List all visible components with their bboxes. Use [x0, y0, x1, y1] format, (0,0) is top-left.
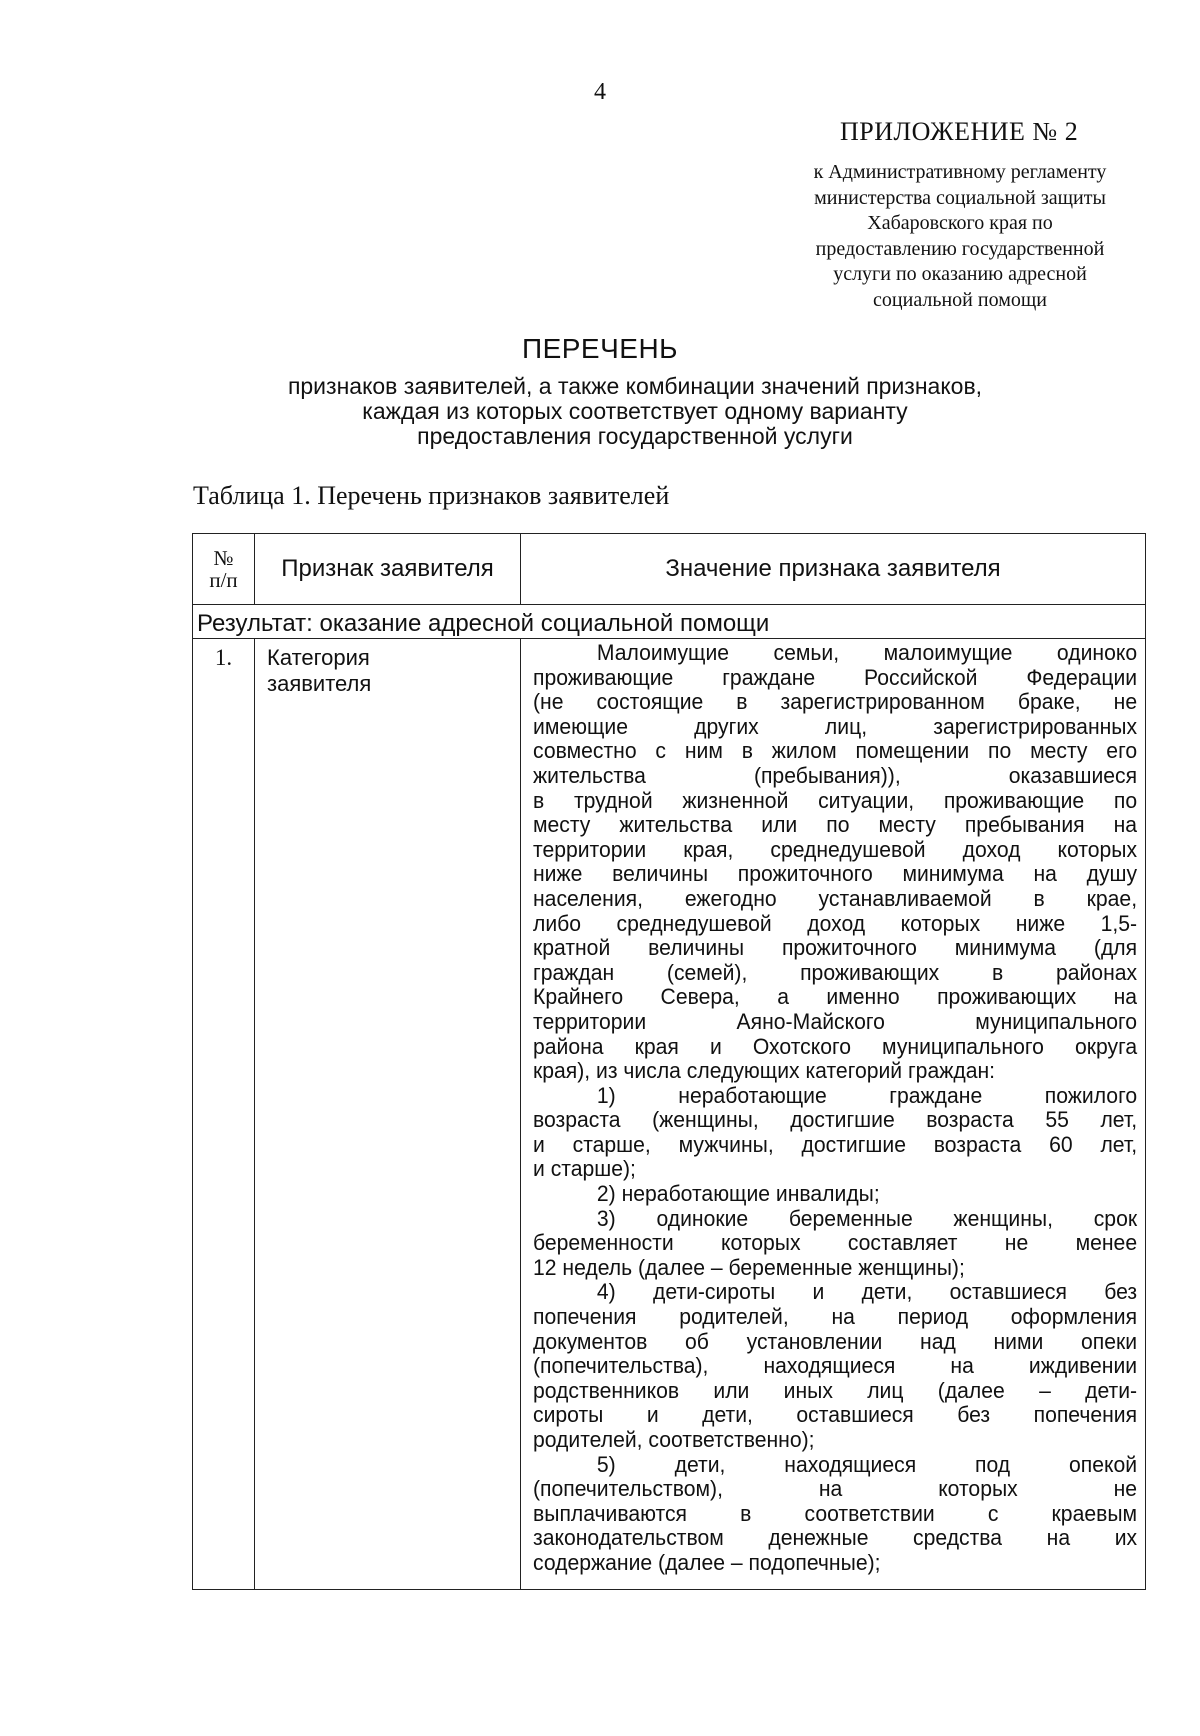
- value-text-line: в трудной жизненной ситуации, проживающие по: [533, 787, 1138, 813]
- value-text-line: (попечительства), находящиеся на иждивении: [533, 1353, 1138, 1379]
- row-value: [521, 639, 1146, 1590]
- value-text-line: и старше);: [533, 1156, 636, 1182]
- value-text-line: документов об установлении над ними опеки: [533, 1328, 1138, 1354]
- value-text-line: территории края, среднедушевой доход которых: [533, 836, 1138, 862]
- list-subtitle-line: предоставления государственной услуги: [417, 423, 853, 449]
- value-text-line: кратной величины прожиточного минимума (для: [533, 935, 1138, 961]
- value-text-line: края), из числа следующих категорий граждан:: [533, 1058, 996, 1084]
- value-text-line: района края и Охотского муниципального округа: [533, 1033, 1138, 1059]
- header-number-line: №: [213, 546, 234, 570]
- appendix-title: ПРИЛОЖЕНИЕ № 2: [840, 117, 1079, 146]
- result-row: [193, 605, 1146, 639]
- value-text-line: законодательством денежные средства на их: [533, 1525, 1138, 1551]
- value-text-line: беременности которых составляет не менее: [533, 1230, 1138, 1256]
- list-title: ПЕРЕЧЕНЬ: [521, 333, 679, 364]
- appendix-subtitle-line: предоставлению государственной: [815, 237, 1105, 260]
- value-text-line: возраста (женщины, достигшие возраста 55 лет,: [533, 1107, 1138, 1133]
- value-text-line: проживающие граждане Российской Федерации: [533, 664, 1138, 690]
- value-text-line: сироты и дети, оставшиеся без попечения: [533, 1402, 1138, 1428]
- value-text-line: 3) одинокие беременные женщины, срок: [596, 1205, 1138, 1231]
- appendix-subtitle-line: услуги по оказанию адресной: [833, 263, 1087, 285]
- applicant-attributes-table: [192, 533, 1146, 1590]
- value-text-line: родителей, соответственно);: [533, 1427, 815, 1452]
- header-number-line: п/п: [209, 568, 238, 592]
- table-row: [193, 639, 1146, 1590]
- list-subtitle-line: каждая из которых соответствует одному варианту: [362, 398, 908, 424]
- value-text-line: 1) неработающие граждане пожилого: [596, 1082, 1138, 1108]
- row-attribute-line: Категория: [267, 645, 370, 670]
- value-text-line: и старше, мужчины, достигшие возраста 60 лет,: [533, 1131, 1138, 1157]
- appendix-subtitle: [765, 160, 1155, 313]
- page-number: 4: [594, 79, 606, 105]
- list-subtitle-line: признаков заявителей, а также комбинации значений признаков,: [287, 373, 983, 399]
- value-text-line: содержание (далее – подопечные);: [533, 1549, 881, 1575]
- appendix-subtitle-line: министерства социальной защиты: [814, 186, 1106, 209]
- value-text-line: 5) дети, находящиеся под опекой: [596, 1451, 1138, 1477]
- value-text-line: 12 недель (далее – беременные женщины);: [533, 1254, 965, 1280]
- value-text-line: имеющие других лиц, зарегистрированных: [533, 713, 1138, 739]
- value-text-line: 4) дети-сироты и дети, оставшиеся без: [596, 1279, 1138, 1305]
- value-text-line: населения, ежегодно устанавливаемой в крае,: [533, 885, 1138, 911]
- value-text-line: Крайнего Севера, а именно проживающих на: [533, 984, 1138, 1010]
- row-attribute: [255, 639, 521, 1590]
- value-text-line: родственников или иных лиц (далее – дети-: [533, 1377, 1138, 1403]
- table-header-row: [193, 534, 1146, 605]
- row-attribute-line: заявителя: [267, 671, 372, 696]
- value-text-line: Малоимущие семьи, малоимущие одиноко: [596, 640, 1138, 665]
- result-cell: Результат: оказание адресной социальной помощи: [193, 605, 1146, 639]
- value-text-line: совместно с ним в жилом помещении по месту его: [533, 738, 1138, 764]
- header-number: [193, 534, 255, 605]
- header-attribute: Признак заявителя: [255, 534, 521, 605]
- value-text-line: 2) неработающие инвалиды;: [596, 1181, 880, 1207]
- value-text-line: территории Аяно-Майского муниципального: [533, 1008, 1138, 1034]
- value-text-line: граждан (семей), проживающих в районах: [533, 959, 1138, 985]
- appendix-subtitle-line: Хабаровского края по: [867, 212, 1053, 234]
- appendix-subtitle-line: к Административному регламенту: [813, 161, 1107, 183]
- row-number: 1.: [193, 639, 255, 1590]
- value-text-line: попечения родителей, на период оформления: [533, 1304, 1138, 1330]
- list-subtitle: [200, 374, 1070, 449]
- value-text-line: либо среднедушевой доход которых ниже 1,5-: [533, 910, 1138, 936]
- table-caption: Таблица 1. Перечень признаков заявителей: [193, 481, 670, 510]
- value-text-line: (не состоящие в зарегистрированном браке, не: [533, 689, 1138, 715]
- value-text-line: месту жительства или по месту пребывания на: [533, 812, 1138, 838]
- appendix-subtitle-line: социальной помощи: [873, 288, 1047, 311]
- header-value: Значение признака заявителя: [521, 534, 1146, 605]
- value-text-line: жительства (пребывания)), оказавшиеся: [533, 762, 1138, 788]
- value-text-line: (попечительством), на которых не: [533, 1476, 1138, 1502]
- value-text-line: выплачиваются в соответствии с краевым: [533, 1500, 1138, 1526]
- value-text-line: ниже величины прожиточного минимума на душу: [533, 861, 1138, 887]
